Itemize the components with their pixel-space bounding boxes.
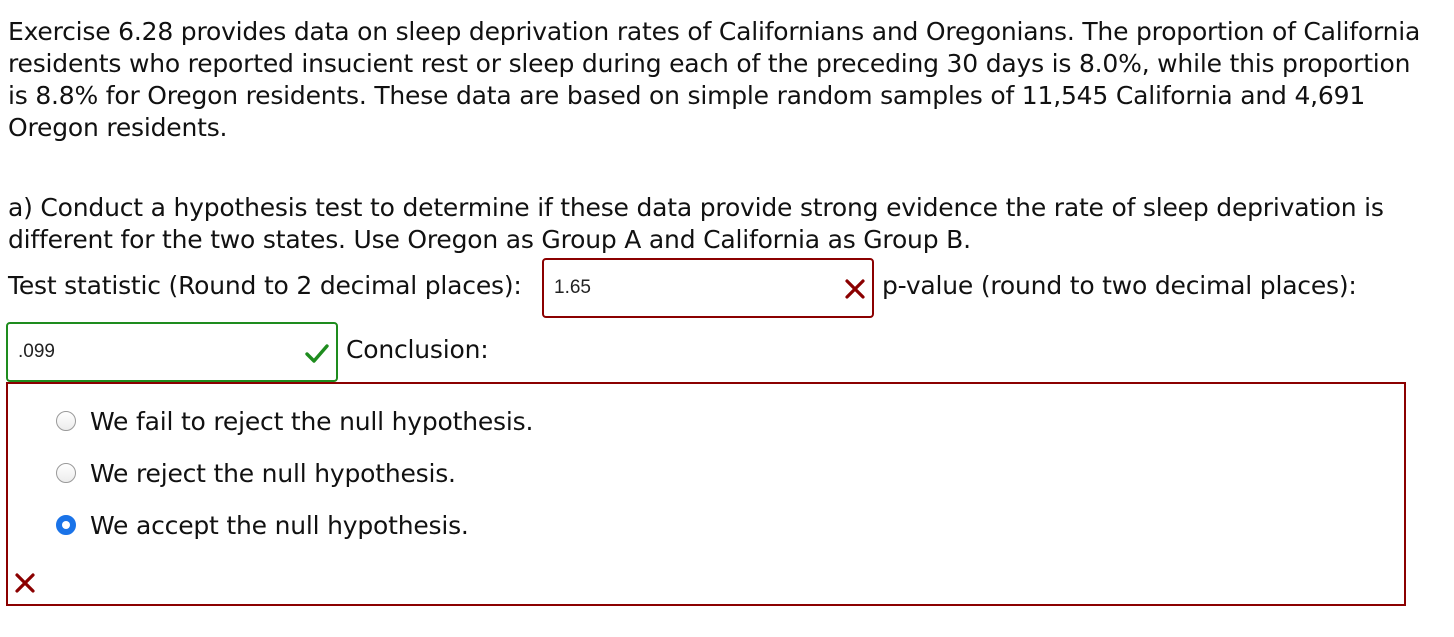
cross-icon xyxy=(844,278,866,303)
radio-button-selected[interactable] xyxy=(56,515,76,535)
conclusion-label: Conclusion: xyxy=(346,335,489,364)
option-accept[interactable] xyxy=(56,510,469,540)
test-statistic-input[interactable] xyxy=(554,260,814,316)
option-reject[interactable] xyxy=(56,458,456,488)
p-value-label: p-value (round to two decimal places): xyxy=(882,271,1357,300)
option-label: We accept the null hypothesis. xyxy=(90,510,469,540)
check-icon xyxy=(304,342,330,367)
conclusion-options xyxy=(6,382,1406,606)
cross-icon xyxy=(14,572,36,597)
p-value-field[interactable] xyxy=(6,322,338,382)
test-statistic-label: Test statistic (Round to 2 decimal places): xyxy=(8,271,522,300)
option-label: We fail to reject the null hypothesis. xyxy=(90,406,534,436)
option-fail-to-reject[interactable] xyxy=(56,406,533,436)
question-a: a) Conduct a hypothesis test to determine if these data provide strong evidence the rate of sleep deprivation is different for the two states. Use Oregon as Group A and California as Group B. xyxy=(8,193,1384,254)
option-label: We reject the null hypothesis. xyxy=(90,458,456,488)
p-value-input[interactable] xyxy=(18,324,278,380)
test-statistic-field[interactable] xyxy=(542,258,874,318)
radio-button[interactable] xyxy=(56,411,76,431)
radio-button[interactable] xyxy=(56,463,76,483)
exercise-intro: Exercise 6.28 provides data on sleep deprivation rates of Californians and Oregonians. The proportion of California residents who reported insucient rest or sleep during each of the preceding 30 days is 8.0%, while this proportion is 8.8% for Oregon residents. These data are based on simple random samples of 11,545 California and 4,691 Oregon residents. xyxy=(8,17,1421,142)
